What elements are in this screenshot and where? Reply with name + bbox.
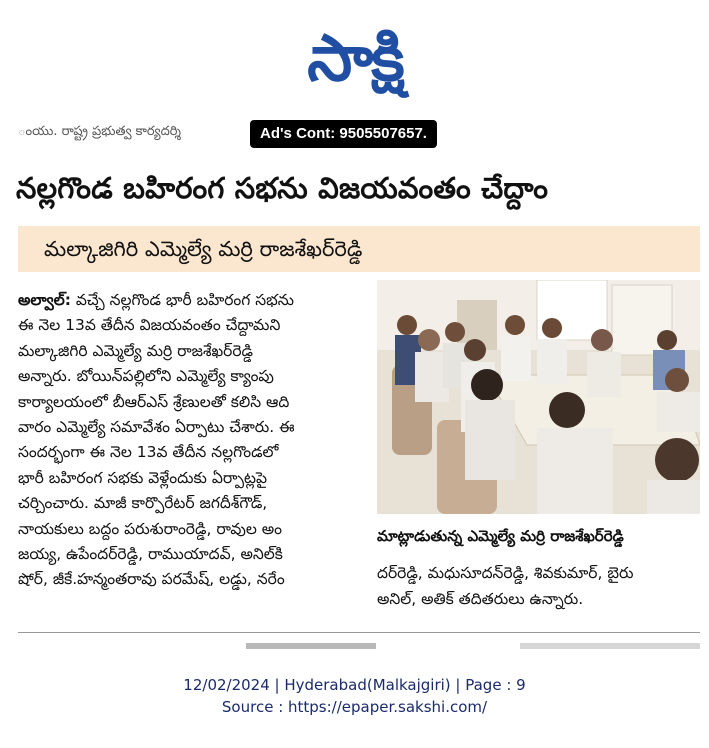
- photo-caption: మాట్లాడుతున్న ఎమ్మెల్యే మర్రి రాజశేఖర్‌రెడ్డి: [377, 527, 624, 545]
- continuation-line: దర్‌రెడ్డి, మధుసూదన్‌రెడ్డి, శివకుమార్‌, బైరు: [377, 564, 634, 582]
- dateline: అల్వాల్:: [18, 291, 71, 309]
- footer: [0, 674, 709, 718]
- body-line: ఈ నెల 13వ తేదీన విజయవంతం చేద్దామని: [18, 316, 281, 335]
- body-line: నాయకులు బద్దం పరుశురాంరెడ్డి, రావుల అం: [18, 519, 283, 538]
- footer-date-edition: 12/02/2024 | Hyderabad(Malkajgiri) | Page : 9: [183, 676, 526, 694]
- body-line: కార్యాలయంలో బీఆర్‌ఎస్‌ శ్రేణులతో కలిసి ఆది: [18, 392, 290, 411]
- meeting-photo: [377, 280, 700, 514]
- subheadline-banner: [18, 226, 700, 272]
- logo-text: సాక్షి: [307, 22, 403, 96]
- body-line: వారం ఎమ్మెల్యే సమావేశం ఏర్పాటు చేశారు. ఈ: [18, 418, 295, 437]
- article-body: [18, 288, 366, 593]
- body-line-1: [18, 288, 366, 313]
- body-line: సందర్భంగా ఈ నెల 13వ తేదీన నల్లగొండలో: [18, 443, 279, 462]
- article-continuation: [377, 560, 700, 612]
- cropped-fragment: [520, 643, 700, 649]
- body-line-1-text: వచ్చే నల్లగొండ భారీ బహిరంగ సభను: [75, 291, 294, 309]
- body-line: షోర్‌, జీకే.హన్మంతరావు పరమేష్‌, లడ్డు, నరేం: [18, 570, 285, 589]
- footer-source: Source : https://epaper.sakshi.com/: [221, 698, 488, 716]
- sakshi-logo: [255, 14, 455, 104]
- ad-contact-badge: Ad's Cont: 9505507657.: [250, 120, 437, 148]
- body-line: భారీ బహిరంగ సభకు వెళ్లేందుకు ఏర్పాట్లపై: [18, 468, 267, 487]
- body-line: చర్చించారు. మాజీ కార్పొరేటర్‌ జగదీశ్‌గౌడ్‌,: [18, 494, 268, 513]
- continuation-line: అనిల్‌, అతిక్‌ తదితరులు ఉన్నారు.: [377, 590, 584, 608]
- cropped-fragment: [246, 643, 376, 649]
- cutoff-text-line: ంయు. రాష్ట్ర ప్రభుత్వ కార్యదర్శి: [18, 124, 181, 139]
- article-headline: నల్లగొండ బహిరంగ సభను విజయవంతం చేద్దాం: [16, 171, 549, 205]
- subheadline-text: మల్కాజిగిరి ఎమ్మెల్యే మర్రి రాజశేఖర్‌రెడ్డి: [44, 237, 363, 261]
- body-line: జయ్య, ఉపేందర్‌రెడ్డి, రాముయాదవ్‌, అనిల్‌కి: [18, 545, 283, 564]
- meeting-photo-illustration: [377, 280, 700, 514]
- divider-rule: [18, 632, 700, 633]
- body-line: అన్నారు. బోయిన్‌పల్లిలోని ఎమ్మెల్యే క్యాంపు: [18, 367, 274, 386]
- body-line: మల్కాజిగిరి ఎమ్మెల్యే మర్రి రాజశేఖర్‌రెడ్డి: [18, 341, 254, 360]
